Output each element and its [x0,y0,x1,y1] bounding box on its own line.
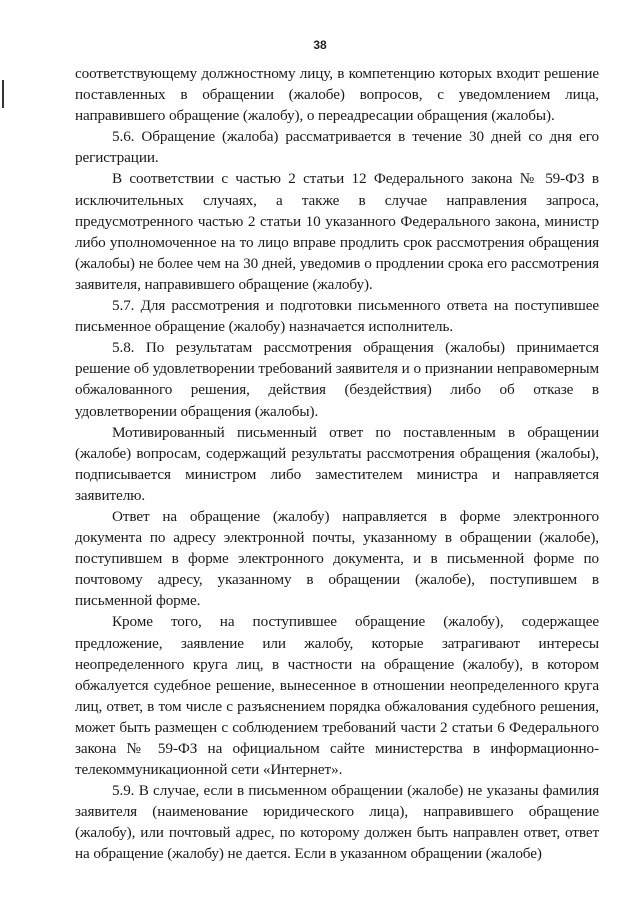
paragraph-5-8: 5.8. По результатам рассмотрения обращения (жалобы) принимается решение об удовлетворении требований заявителя и о признании неправомерным обжалованного решения, действия (бездействия) либо об отказе в удовлетворении обращения (жалобы). [75,339,599,420]
paragraph-publication: Кроме того, на поступившее обращение (жалобу), содержащее предложение, заявление или жалобу, которые затрагивают интересы неопределенного круга лиц, в частности на обращение (жалобу), в котором обжалуется судебное решение, вынесенное в отношении неопределенного круга лиц, ответ, в том числе с разъяснением порядка обжалования судебного решения, может быть размещен с соблюдением требований части 2 статьи 6 Федерального закона № 59-ФЗ на официальном сайте министерства в информационно-телекоммуникационной сети «Интернет». [75,613,599,779]
paragraph-answer-delivery: Ответ на обращение (жалобу) направляется в форме электронного документа по адресу электронной почты, указанному в обращении (жалобе), поступившем в форме электронного документа, и в письменной форме по почтовому адресу, указанному в обращении (жалобе), поступившем в письменной форме. [75,507,599,610]
paragraph-5-6: 5.6. Обращение (жалоба) рассматривается в течение 30 дней со дня его регистрации. [75,128,599,167]
page-number: 38 [313,38,327,52]
paragraph-5-9: 5.9. В случае, если в письменном обращении (жалобе) не указаны фамилия заявителя (наименование юридического лица), направившего обращение (жалобу), или почтовый адрес, по которому должен быть направлен ответ, ответ на обращение (жалобу) не дается. Если в указанном обращении (жалобе) [75,782,599,863]
paragraph-continuation: соответствующему должностному лицу, в компетенцию которых входит решение поставленных в обращении (жалобе) вопросов, с уведомлением лица, направившего обращение (жалобу), о переадресации обращения (жалобы). [75,65,599,125]
margin-mark [2,80,4,108]
document-body [75,63,599,865]
paragraph-extension: В соответствии с частью 2 статьи 12 Федерального закона № 59-ФЗ в исключительных случаях, а также в случае направления запроса, предусмотренного частью 2 статьи 10 указанного Федерального закона, министр либо уполномоченное на то лицо вправе продлить срок рассмотрения обращения (жалобы) не более чем на 30 дней, уведомив о продлении срока его рассмотрения заявителя, направившего обращение (жалобу). [75,170,599,293]
paragraph-motivated-answer: Мотивированный письменный ответ по поставленным в обращении (жалобе) вопросам, содержащий результаты рассмотрения обращения (жалобы), подписывается министром либо заместителем министра и направляется заявителю. [75,423,599,504]
paragraph-5-7: 5.7. Для рассмотрения и подготовки письменного ответа на поступившее письменное обращение (жалобу) назначается исполнитель. [75,297,599,336]
